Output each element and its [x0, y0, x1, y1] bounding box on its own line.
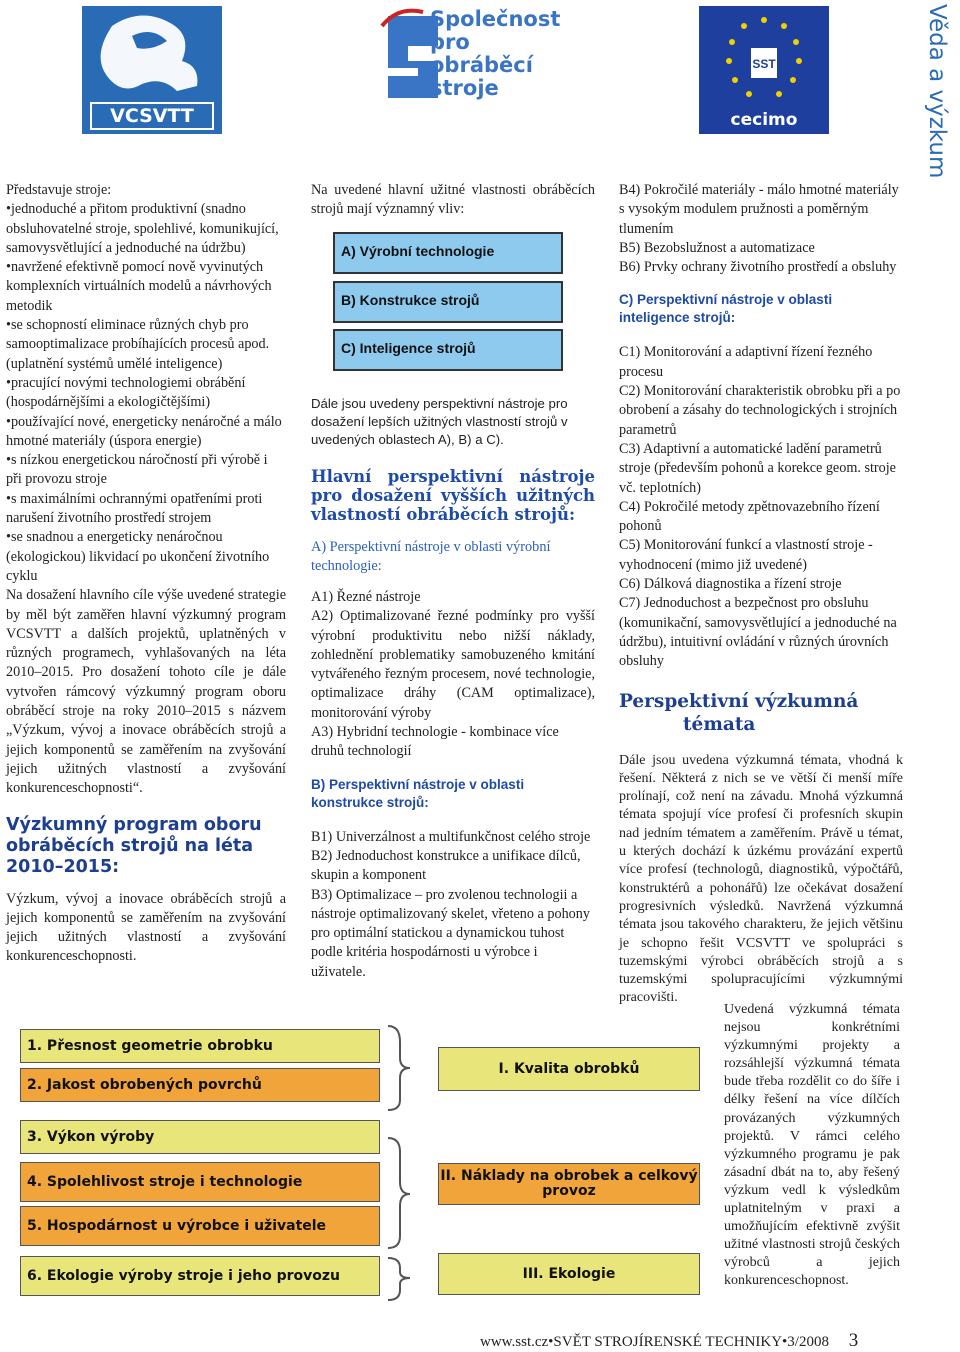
- footer-text: www.sst.cz•SVĚT STROJÍRENSKÉ TECHNIKY•3/2008: [480, 1334, 829, 1350]
- svg-text:SST: SST: [752, 57, 776, 71]
- list-item: B1) Univerzálnost a multifunkčnost celého stroje: [311, 828, 591, 845]
- diagram-right-label: III. Ekologie: [522, 1265, 616, 1282]
- col1-heading: Výzkumný program oboru obráběcích strojů na léta 2010–2015:: [6, 814, 262, 877]
- list-item: C1) Monitorování a adaptivní řízení řezného procesu: [619, 344, 873, 380]
- diagram-left-item: [20, 1206, 380, 1246]
- list-item: C5) Monitorování funkcí a vlastností stroje - vyhodnocení (mimo již uvedené): [619, 537, 873, 573]
- col2-intro: Na uvedené hlavní užitné vlastnosti obráběcích strojů mají významný vliv:: [311, 182, 595, 218]
- logo-cecimo-text: cecimo: [730, 110, 798, 130]
- col1-paragraph: •se snadnou a energeticky nenáročnou (ekologickou) likvidací po ukončení životního cyklu: [6, 529, 270, 584]
- list-item: C7) Jednoduchost a bezpečnost pro obsluhu (komunikační, samovysvětlující a jednoduché na údržbu), intuitivní ovládání v různých úrovních obsluhy: [619, 595, 897, 670]
- diagram-left-label: 4. Spolehlivost stroje i technologie: [27, 1173, 303, 1190]
- column-2: [311, 181, 595, 220]
- section-title: Věda a výzkum: [924, 4, 950, 179]
- list-item: C6) Dálková diagnostika a řízení stroje: [619, 576, 842, 593]
- col2-after-boxes: Dále jsou uvedeny perspektivní nástroje pro dosažení lepších užitných vlastností strojů v uvedených oblastech A), B) a C).: [311, 396, 568, 447]
- diagram-left-label: 2. Jakost obrobených povrchů: [27, 1076, 262, 1093]
- col1-paragraph: •pracující novými technologiemi obrábění (hospodárnějšími a ekologičtějšími): [6, 374, 246, 411]
- logo-spolecnost: [378, 6, 604, 110]
- diagram-right-label: I. Kvalita obrobků: [498, 1060, 640, 1077]
- diagram-left-label: 1. Přesnost geometrie obrobku: [27, 1037, 273, 1054]
- logo-word-3: obráběcí: [430, 53, 533, 77]
- diagram-left-label: 6. Ekologie výroby stroje i jeho provozu: [27, 1267, 340, 1284]
- logo-word-1: Společnost: [430, 7, 561, 31]
- diagram-left-item: [20, 1029, 380, 1063]
- diagram-right-item: [438, 1047, 700, 1091]
- page-number: 3: [848, 1330, 859, 1351]
- logo-vcsvtt: [82, 6, 222, 134]
- list-item: A3) Hybridní technologie - kombinace více druhů technologií: [311, 724, 559, 760]
- col2-heading: Hlavní perspektivní nástroje pro dosažení vyšších užitných vlastností obráběcích strojů:: [311, 467, 595, 524]
- col3-text-narrow: Uvedená výzkumná témata nejsou konkrétními výzkumnými projekty a rozsáhlejší výzkumná témata bude třeba rozdělit co do šíře i délky řešení na více dílčích provázaných výzkumných projektů. V rámci celého výzkumného programu je pak zásadní dbát na to, aby řešený výzkum vedl k výsledkům uplatnitelným v praxi a umožňujícím efektivně zvýšit užitné vlastnosti strojů českých výrobců a jejich konkurenceschopnost.: [724, 1002, 900, 1289]
- col3-heading-line-1: Perspektivní výzkumná: [619, 690, 859, 712]
- list-item: C3) Adaptivní a automatické ladění parametrů stroje (především pohonů a korekce geom. stroje vč. teplotních): [619, 440, 896, 496]
- lion-emblem-icon: [82, 6, 222, 106]
- column-3-narrow: [724, 1001, 900, 1291]
- diagram-right-label: II. Náklady na obrobek a celkový provoz: [440, 1168, 698, 1199]
- col1-paragraph: •s nízkou energetickou náročností při výrobě i při provozu stroje: [6, 452, 268, 488]
- brace-icon: [384, 1022, 424, 1312]
- col1-after-heading: Výzkum, vývoj a inovace obráběcích strojů a jejich komponentů se zaměřením na zvyšování jejich užitných vlastností a zvyšování konkurenceschopnosti.: [6, 890, 286, 965]
- list-item: A2) Optimalizované řezné podmínky pro vyšší výrobní produktivitu nebo nižší náklady, zohlednění problematiky samobuzeného kmitání vytvářeného řezným procesem, nové technologie, optimalizace dráhy (CAM optimalizace), monitorování výroby: [311, 608, 595, 721]
- col1-paragraph: •jednoduché a přitom produktivní (snadno obsluhovatelné stroje, spolehlivé, komunikující, samovysvětlující a jednoduché na údržbu): [6, 201, 279, 256]
- col3-text: Dále jsou uvedena výzkumná témata, vhodná k řešení. Některá z nich se ve větší či menší míře prolínají, což není na závadu. Mnohá výzkumná témata spojují více profesí či profesních skupin nad jedním tématem a zaměřením. Právě u témat, u kterých dochází k úzkému provázání expertů více profesí (technologů, diagnostiků, výpočtářů, konstruktérů a pohonářů) lze očekávat dosažení progresivních výsledků. Navržená výzkumná témata jsou takového charakteru, že jejich většinu je schopno řešit VCSVTT ve spolupráci s tuzemskými výrobci obráběcích strojů a s tuzemskými spolupracujícími výzkumnými pracovišti.: [619, 752, 903, 1006]
- col2-sub-a: A) Perspektivní nástroje v oblasti výrobní technologie:: [311, 539, 551, 574]
- column-3: [619, 181, 903, 1008]
- list-item: A1) Řezné nástroje: [311, 589, 421, 605]
- box-konstrukce-stroju: B) Konstrukce strojů: [333, 281, 563, 323]
- col2-sub-b: B) Perspektivní nástroje v oblasti konstrukce strojů:: [311, 776, 525, 810]
- logo-word-4: stroje: [430, 76, 499, 100]
- diagram-left-item: [20, 1068, 380, 1102]
- logo-word-2: pro: [430, 30, 470, 54]
- diagram-right-item: [438, 1253, 700, 1295]
- col1-paragraph: •navržené efektivně pomocí nově vyvinutých komplexních virtuálních modelů a návrhových metodik: [6, 259, 272, 314]
- list-item: B4) Pokročilé materiály - málo hmotné materiály s vysokým modulem pružnosti a poměrným tlumením: [619, 182, 899, 237]
- column-1: [6, 181, 286, 967]
- col3-sub-c: C) Perspektivní nástroje v oblasti inteligence strojů:: [619, 292, 833, 326]
- diagram-left-item: [20, 1120, 380, 1154]
- diagram-left-item: [20, 1162, 380, 1202]
- logo-cecimo: [699, 6, 829, 134]
- col1-paragraph: Představuje stroje:: [6, 182, 112, 198]
- col1-paragraph: •se schopností eliminace různých chyb pro samooptimalizace probíhajících procesů apod. (uplatnění systémů umělé inteligence): [6, 317, 270, 372]
- diagram-left-item: [20, 1256, 380, 1296]
- list-item: B3) Optimalizace – pro zvolenou technologii a nástroje optimalizovaný skelet, vřeteno a pohony pro optimální statickou a dynamickou tuhost podle kritéria hospodárnosti u výrobce i uživatele.: [311, 886, 590, 980]
- box-inteligence-stroju: C) Inteligence strojů: [333, 329, 563, 371]
- col3-heading: [619, 690, 903, 736]
- col1-paragraph: •s maximálními ochrannými opatřeními proti narušení životního prostředí strojem: [6, 490, 263, 527]
- col3-heading-line-2: témata: [683, 713, 756, 735]
- diagram-left-label: 5. Hospodárnost u výrobce i uživatele: [27, 1217, 327, 1234]
- diagram-left-label: 3. Výkon výroby: [27, 1128, 155, 1145]
- col1-paragraph: •používající nové, energeticky nenáročné a málo hmotné materiály (úspora energie): [6, 413, 282, 449]
- list-item: B6) Prvky ochrany životního prostředí a obsluhy: [619, 259, 897, 276]
- list-item: B2) Jednoduchost konstrukce a unifikace dílců, skupin a komponent: [311, 847, 581, 884]
- eu-stars-icon: [699, 6, 829, 106]
- list-item: C2) Monitorování charakteristik obrobku při a po obrobení a zásahy do technologických i strojních parametrů: [619, 383, 901, 438]
- list-item: C4) Pokročilé metody zpětnovazebního řízení pohonů: [619, 498, 880, 535]
- diagram-right-item: [438, 1163, 700, 1205]
- column-2-lower: [311, 395, 595, 982]
- box-vyrobni-technologie: A) Výrobní technologie: [333, 232, 563, 274]
- col1-paragraph: Na dosažení hlavního cíle výše uvedené strategie by měl být zaměřen hlavní výzkumný program VCSVTT a dalších projektů, uplatněných v různých programech, vyhlašovaných na léta 2010–2015. Pro dosažení tohoto cíle je dále vytvořen rámcový výzkumný program oboru obráběcí stroje na roky 2010–2015 s názvem „Výzkum, vývoj a inovace obráběcích strojů a jejich komponentů se zaměřením na zvyšování jejich užitných vlastností a zvyšování konkurenceschopnosti“.: [6, 587, 286, 797]
- logo-vcsvtt-text: VCSVTT: [90, 102, 214, 130]
- list-item: B5) Bezobslužnost a automatizace: [619, 239, 815, 256]
